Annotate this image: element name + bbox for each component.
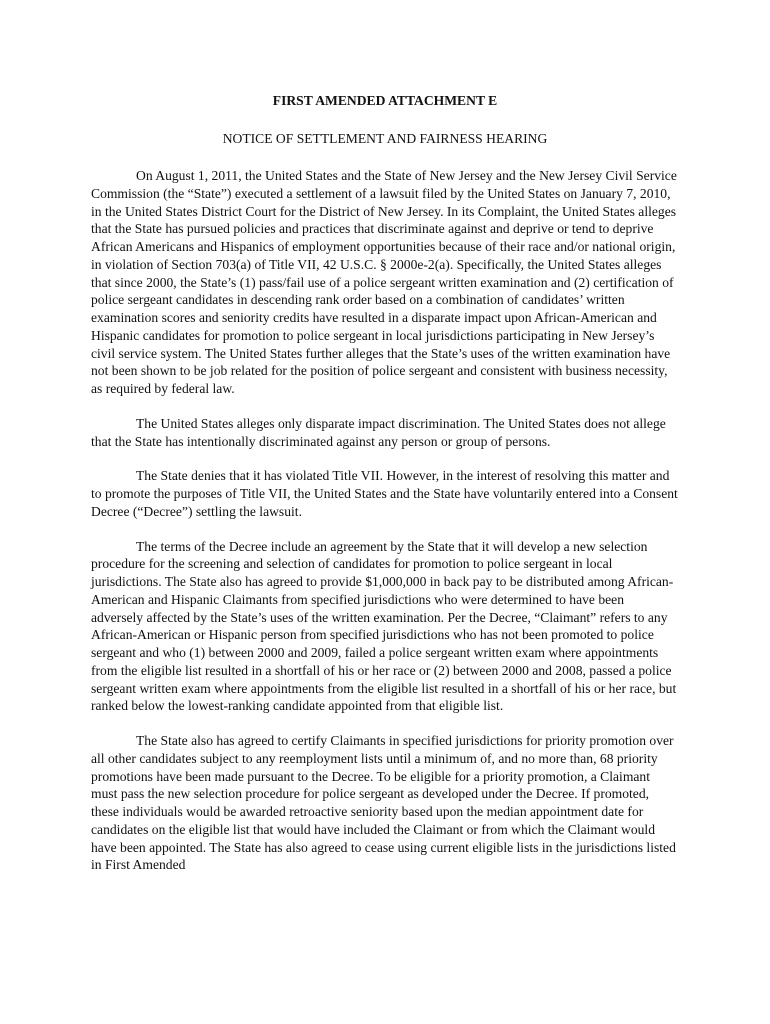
document-page: [91, 92, 679, 874]
paragraph-decree-terms: The terms of the Decree include an agreement by the State that it will develop a new selection procedure for the screening and selection of candidates for promotion to police sergeant in local jurisdictions. The State also has agreed to provide $1,000,000 in back pay to be distributed among African-American and Hispanic Claimants from specified jurisdictions who were determined to have been adversely affected by the State’s uses of the written examination. Per the Decree, “Claimant” refers to any African-American or Hispanic person from specified jurisdictions who has not been promoted to police sergeant and who (1) between 2000 and 2009, failed a police sergeant written exam where appointments from the eligible list resulted in a shortfall of his or her race or (2) between 2000 and 2008, passed a police sergeant written exam where appointments from the eligible list resulted in a shortfall of his or her race, but ranked below the lowest-ranking candidate appointed from that eligible list.: [91, 538, 677, 714]
document-subtitle: NOTICE OF SETTLEMENT AND FAIRNESS HEARING: [222, 131, 548, 146]
document-title: FIRST AMENDED ATTACHMENT E: [272, 93, 498, 108]
paragraph-priority-promotion: The State also has agreed to certify Claimants in specified jurisdictions for priority promotion over all other candidates subject to any reemployment lists until a minimum of, and no more than, 68 priority promotions have been made pursuant to the Decree. To be eligible for a priority promotion, a Claimant must pass the new selection procedure for police sergeant as developed under the Decree. If promoted, these individuals would be awarded retroactive seniority based upon the median appointment date for candidates on the eligible list that would have included the Claimant or from which the Claimant would have been appointed. The State has also agreed to cease using current eligible lists in the jurisdictions listed in First Amended: [91, 733, 676, 873]
paragraph-disparate-impact: The United States alleges only disparate impact discrimination. The United States does not allege that the State has intentionally discriminated against any person or group of persons.: [91, 415, 666, 449]
paragraph-state-denial: The State denies that it has violated Title VII. However, in the interest of resolving this matter and to promote the purposes of Title VII, the United States and the State have voluntarily entered into a Consent Decree (“Decree”) settling the lawsuit.: [91, 468, 678, 519]
paragraph-settlement-overview: On August 1, 2011, the United States and the State of New Jersey and the New Jersey Civil Service Commission (the “State”) executed a settlement of a lawsuit filed by the United States on January 7, 2010, in the United States District Court for the District of New Jersey. In its Complaint, the United States alleges that the State has pursued policies and practices that discriminate against and deprive or tend to deprive African Americans and Hispanics of employment opportunities because of their race and/or national origin, in violation of Section 703(a) of Title VII, 42 U.S.C. § 2000e-2(a). Specifically, the United States alleges that since 2000, the State’s (1) pass/fail use of a police sergeant written examination and (2) certification of police sergeant candidates in descending rank order based on a combination of candidates’ written examination scores and seniority credits have resulted in a disparate impact upon African-American and Hispanic candidates for promotion to police sergeant in local jurisdictions participating in New Jersey’s civil service system. The United States further alleges that the State’s uses of the written examination have not been shown to be job related for the position of police sergeant and consistent with business necessity, as required by federal law.: [91, 168, 677, 396]
